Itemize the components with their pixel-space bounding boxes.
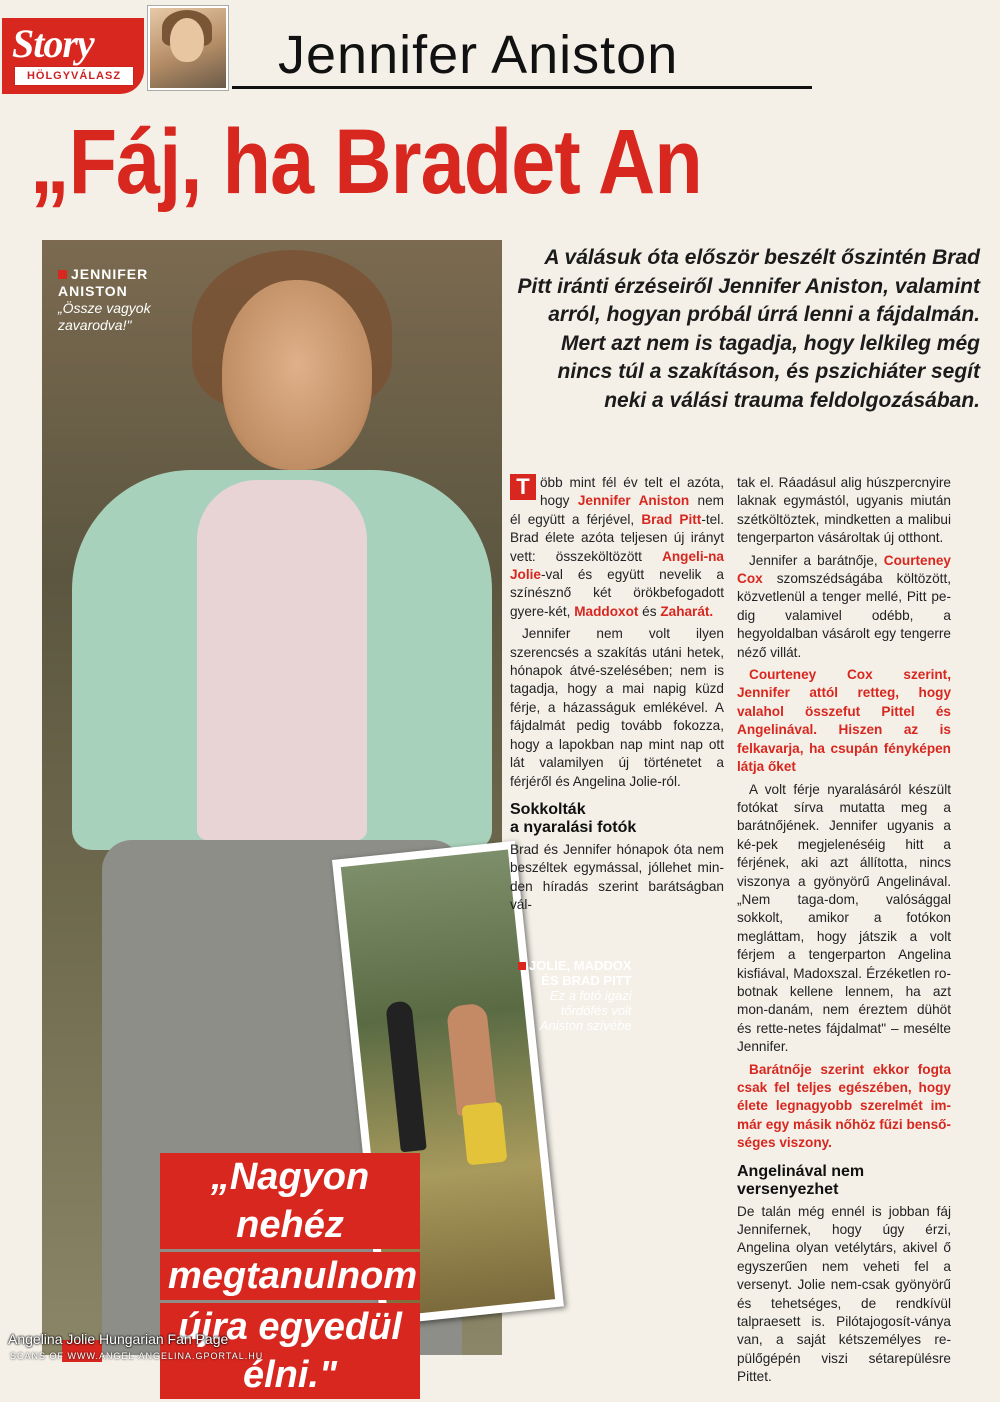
inset-caption-line2: ÉS BRAD PITT xyxy=(541,973,632,988)
pull-quote xyxy=(160,1150,420,1402)
inset-caption-quote2: tőrdöfés volt xyxy=(560,1003,632,1018)
inset-caption-line1: JOLIE, MADDOX xyxy=(529,958,632,973)
story-logo: Story xyxy=(12,21,94,66)
title-underline xyxy=(232,86,812,89)
photo-caption xyxy=(58,266,168,334)
inset-caption xyxy=(518,958,632,1033)
body-column-2 xyxy=(737,474,951,1391)
paragraph: Brad és Jennifer hónapok óta nem beszéltek egymással, jóllehet min-den híradás szerint barátságban vál- xyxy=(510,841,724,913)
pull-quote-line1: „Nagyon nehéz xyxy=(160,1153,420,1249)
paragraph: Jennifer nem volt ilyen szerencsés a szakítás utáni hetek, hónapok átvé-szelésében; nem is tagadja, hogy a mai napig küzd férje, a házasságuk emlékével. A fájdalmát pedig tovább fokozza, hogy a lapokban nap mint nap ott lát valamilyen új történetet a férjéről és Angelina Jolie-ról. xyxy=(510,626,724,789)
paragraph: Jennifer a barátnője, Courteney Cox szomszédságába költözött, közvetlenül a tenger mellé, Pitt pe-dig valamivel odébb, a hegyoldalban vásárolt egy tengerre néző villát. xyxy=(737,552,951,660)
pull-quote-line3: újra egyedül élni." xyxy=(160,1303,420,1399)
inset-caption-quote3: Aniston szívébe xyxy=(539,1018,632,1033)
headline: „Fáj, ha Bradet An xyxy=(30,111,702,213)
lead-paragraph: A válásuk óta először beszélt őszintén Brad Pitt iránti érzéseiről Jennifer Aniston, valamint arról, hogyan próbál úrrá lenni a fájdalmán. Mert azt nem is tagadja, hogy lelkileg még nincs túl a szakításon, és pszichiáter segít neki a válási trauma feldolgozásában. xyxy=(517,246,980,412)
paragraph: A volt férje nyaralásáról készült fotókat sírva mutatta meg a barátnőjének. Jennifer ugyanis a ké-pek megjelenéséig hitt a férjének, aki azt állította, nincs viszonya a gyönyörű Angelinával. „Nem taga-dom, valósággal sokkolt, amikor a fotókon megláttam, hogy játszik a volt férjem a tengerparton Angelina kisfiával, Madoxszal. Érzéketlen ro-botnak kellene lennem, ha azt mon-danám, nem éreztem dühöt és rette-netes fájdalmat" – mesélte Jennifer. xyxy=(737,781,951,1055)
highlight-paragraph: Courteney Cox szerint, Jennifer attól retteg, hogy valahol összefut Pittel és Angelinával. Hiszen az is felkavarja, ha csupán fényképen látja őket xyxy=(737,667,951,775)
section-label: HÖLGYVÁLASZ xyxy=(14,66,134,86)
paragraph: tak el. Ráadásul alig húszpercnyire laknak egymástól, ugyanis miután szétköltöztek, mindketten a malibui tengerparton vásároltak új otthont. xyxy=(737,475,951,546)
paragraph: T öbb mint fél év telt el azóta, hogy Jennifer Aniston nem él együtt a férjével, Brad Pitt-tel. Brad élete azóta teljesen új irányt vett: összeköltözött Angeli-na Jolie-val és együtt nevelik a színésznő két örökbefogadott gyere-két, Maddoxot és Zaharát. xyxy=(510,474,724,619)
caption-name-line1: JENNIFER xyxy=(71,266,149,282)
pull-quote-line2: megtanulnom xyxy=(160,1252,420,1300)
watermark-line1: Angelina Jolie Hungarian Fan Page xyxy=(8,1331,229,1347)
drop-cap: T xyxy=(510,474,536,500)
caption-quote: „Össze vagyok zavarodva!" xyxy=(58,300,151,333)
body-column-1 xyxy=(510,474,724,919)
article-subject-title: Jennifer Aniston xyxy=(278,25,679,85)
thumbnail-portrait xyxy=(148,6,228,90)
caption-name-line2: ANISTON xyxy=(58,283,128,299)
subheading: Sokkolták a nyaralási fotók xyxy=(510,800,637,836)
subheading: Angelinával nem versenyezhet xyxy=(737,1162,865,1198)
highlight-paragraph: Barátnője szerint ekkor fogta csak fel teljes egészében, hogy élete legnagyobb szerelmét im-már egy másik nőhöz fűzi benső-séges viszony. xyxy=(737,1061,951,1151)
inset-caption-quote1: Ez a fotó igazi xyxy=(549,988,632,1003)
paragraph: De talán még ennél is jobban fáj Jennifernek, hogy úgy érzi, Angelina olyan vetélytárs, akivel ő egyszerűen nem veheti fel a versenyt. Jolie nem-csak gyönyörű és tehetséges, de rendkívül talpraesett is. Pilótajogosít-ványa van, a saját kétszemélyes re-pülőgépén viszi sétarepülésre Pittet. xyxy=(737,1203,951,1385)
watermark-line2: SCANS OF WWW.ANGEL-ANGELINA.GPORTAL.HU xyxy=(10,1351,264,1361)
